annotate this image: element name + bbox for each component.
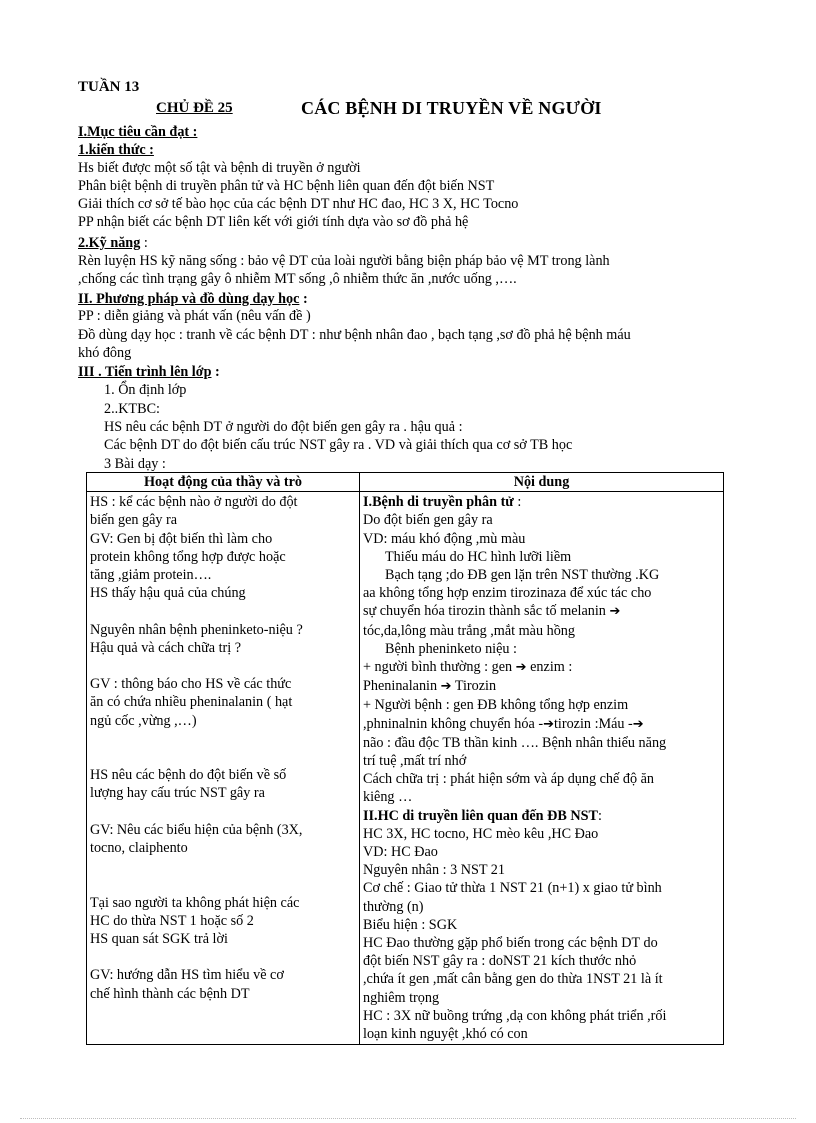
content-line: Nguyên nhân : 3 NST 21 — [363, 862, 505, 879]
activity-line: ăn có chứa nhiều pheninalanin ( hạt — [90, 694, 293, 711]
procedure-step: 2..KTBC: — [104, 401, 160, 417]
content-line: Pheninalanin ➔ Tirozin — [363, 678, 497, 695]
header-content: Nội dung — [360, 473, 724, 492]
activity-line: HC do thừa NST 1 hoặc số 2 — [90, 912, 254, 929]
week-label: TUẦN 13 — [78, 79, 140, 95]
content-line: + người bình thường : gen ➔ enzim : — [363, 659, 573, 676]
objectives-heading: I.Mục tiêu cần đạt : — [78, 124, 198, 140]
table-row — [87, 492, 724, 1045]
activity-line: lượng hay cấu trúc NST gây ra — [90, 785, 265, 802]
content-cell — [360, 492, 724, 1045]
activities-cell — [87, 492, 360, 1045]
content-line: HC : 3X nữ buồng trứng ,dạ con không phát triển ,rối — [363, 1007, 667, 1024]
activity-line: GV: hướng dẫn HS tìm hiểu về cơ — [90, 967, 284, 984]
arrow-icon: ➔ — [609, 604, 621, 620]
methods-line: khó đông — [78, 345, 132, 361]
header-activities: Hoạt động của thầy và trò — [87, 473, 360, 492]
content-line: ,phninalnin không chuyển hóa -➔tirozin :Máu -➔ — [363, 715, 644, 732]
activity-line: HS thấy hậu quả của chúng — [90, 585, 246, 602]
methods-heading: II. Phương pháp và đồ dùng dạy học : — [78, 291, 308, 307]
arrow-icon: ➔ — [440, 679, 452, 695]
content-line: Cơ chế : Giao tử thừa 1 NST 21 (n+1) x giao tử bình — [363, 880, 662, 897]
activity-line — [90, 803, 356, 821]
content-section-title: I.Bệnh di truyền phân tử : — [363, 494, 522, 511]
content-line: tóc,da,lông màu trắng ,mắt màu hồng — [363, 622, 575, 639]
procedure-step: 3 Bài dạy : — [104, 456, 166, 472]
content-line: + Người bệnh : gen ĐB không tổng hợp enzim — [363, 697, 629, 714]
content-line: loạn kinh nguyệt ,khó có con — [363, 1026, 528, 1043]
knowledge-line: Hs biết được một số tật và bệnh di truyền ở người — [78, 160, 361, 176]
content-line: Biểu hiện : SGK — [363, 916, 458, 933]
arrow-icon: ➔ — [543, 716, 554, 732]
activity-line — [90, 602, 356, 620]
activity-line — [90, 657, 356, 675]
content-line: não : đầu độc TB thần kinh …. Bệnh nhân thiểu năng — [363, 734, 667, 751]
procedure-step: 1. Ổn định lớp — [104, 382, 187, 398]
activity-line: chế hình thành các bệnh DT — [90, 985, 250, 1002]
activity-line: tocno, claiphento — [90, 839, 188, 856]
knowledge-line: PP nhận biết các bệnh DT liên kết với giới tính dựa vào sơ đồ phả hệ — [78, 214, 469, 230]
procedure-step: Các bệnh DT do đột biến cấu trúc NST gây ra . VD và giải thích qua cơ sở TB học — [104, 437, 573, 453]
content-line: ,chứa ít gen ,mất cân bằng gen do thừa 1NST 21 là ít — [363, 971, 663, 988]
activity-line: HS nêu các bệnh do đột biến về số — [90, 767, 287, 784]
activity-line — [90, 875, 356, 893]
activity-line: ngủ cốc ,vừng ,…) — [90, 712, 197, 729]
arrow-icon: ➔ — [632, 716, 644, 732]
content-line: HC Đao thường gặp phổ biến trong các bệnh DT do — [363, 935, 658, 952]
activity-line: GV : thông báo cho HS về các thức — [90, 676, 292, 693]
topic-title: CÁC BỆNH DI TRUYỀN VỀ NGƯỜI — [301, 98, 602, 118]
procedure-heading: III . Tiến trình lên lớp : — [78, 364, 220, 380]
knowledge-line: Phân biệt bệnh di truyền phân tử và HC bệnh liên quan đến đột biến NST — [78, 178, 495, 194]
content-line: Bệnh pheninketo niệu : — [385, 640, 517, 657]
activity-line: GV: Gen bị đột biến thì làm cho — [90, 530, 273, 547]
content-line: HC 3X, HC tocno, HC mèo kêu ,HC Đao — [363, 825, 599, 842]
topic-number: CHỦ ĐỀ 25 — [156, 100, 233, 116]
content-line: trí tuệ ,mất trí nhớ — [363, 753, 467, 770]
page-bottom-divider — [20, 1118, 796, 1119]
activity-line — [90, 948, 356, 966]
content-line: Thiếu máu do HC hình lưỡi liềm — [385, 548, 572, 565]
lesson-table — [86, 472, 724, 1045]
content-line: nghiêm trọng — [363, 989, 440, 1006]
skill-line: Rèn luyện HS kỹ năng sống : bảo vệ DT của loài người bằng biện pháp bảo vệ MT trong lành — [78, 253, 610, 269]
procedure-step: HS nêu các bệnh DT ở người do đột biến gen gây ra . hậu quả : — [104, 419, 463, 435]
activity-line: Hậu quả và cách chữa trị ? — [90, 639, 242, 656]
content-line: Cách chữa trị : phát hiện sớm và áp dụng chế độ ăn — [363, 771, 654, 788]
activity-line: GV: Nêu các biểu hiện của bệnh (3X, — [90, 821, 303, 838]
content-line: VD: máu khó động ,mù màu — [363, 530, 526, 547]
methods-line: Đồ dùng dạy học : tranh về các bệnh DT : như bệnh nhân đao , bạch tạng ,sơ đồ phả hệ bệnh máu — [78, 327, 631, 343]
skill-heading: 2.Kỹ năng : — [78, 235, 148, 251]
content-line: Bạch tạng ;do ĐB gen lặn trên NST thường .KG — [385, 567, 660, 584]
content-line: VD: HC Đao — [363, 844, 438, 861]
content-line: thường (n) — [363, 898, 424, 915]
activity-line: protein không tổng hợp được hoặc — [90, 548, 286, 565]
content-line: aa không tổng hợp enzim tirozinaza để xúc tác cho — [363, 585, 652, 602]
table-header-row — [87, 473, 724, 492]
activity-line — [90, 857, 356, 875]
activity-line: tăng ,giảm protein…. — [90, 567, 212, 584]
skill-line: ,chống các tình trạng gây ô nhiễm MT sống ,ô nhiễm thức ăn ,nước uống ,…. — [78, 271, 517, 287]
activity-line: biến gen gây ra — [90, 512, 178, 529]
methods-line: PP : diễn giảng và phát vấn (nêu vấn đề ) — [78, 308, 311, 324]
activity-line — [90, 730, 356, 748]
arrow-icon: ➔ — [515, 660, 527, 676]
content-line: sự chuyển hóa tirozin thành sắc tố melanin ➔ — [363, 603, 621, 620]
content-line: đột biến NST gây ra : doNST 21 kích thước nhỏ — [363, 953, 637, 970]
activity-line: Tại sao người ta không phát hiện các — [90, 894, 300, 911]
activity-line: Nguyên nhân bệnh pheninketo-niệu ? — [90, 621, 303, 638]
content-line: kiêng … — [363, 789, 413, 806]
activity-line: HS quan sát SGK trả lời — [90, 930, 228, 947]
content-section-title: II.HC di truyền liên quan đến ĐB NST: — [363, 807, 602, 824]
activity-line — [90, 748, 356, 766]
content-line: Do đột biến gen gây ra — [363, 512, 493, 529]
knowledge-heading: 1.kiến thức : — [78, 142, 154, 158]
knowledge-line: Giải thích cơ sở tế bào học của các bệnh DT như HC đao, HC 3 X, HC Tocno — [78, 196, 519, 212]
activity-line: HS : kể các bệnh nào ở người do đột — [90, 494, 298, 511]
